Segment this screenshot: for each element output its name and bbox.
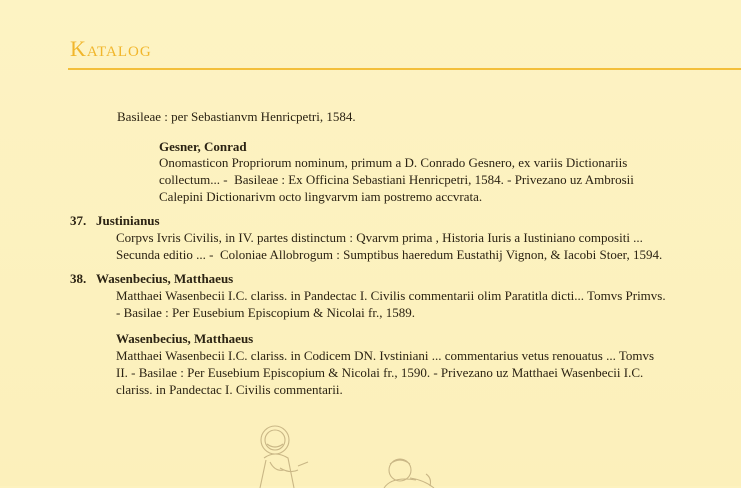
entry-38-line-2: - Basilae : Per Eusebium Episcopium & Nicolai fr., 1589. <box>116 305 415 320</box>
entry-38b-line-1: Matthaei Wasenbecii I.C. clariss. in Codicem DN. Ivstiniani ... commentarius vetus renouatus ... Tomvs <box>116 348 655 363</box>
entry-38-line-1: Matthaei Wasenbecii I.C. clariss. in Pandectac I. Civilis commentarii olim Paratitla dicti... Tomvs Primvs. <box>116 288 666 303</box>
gesner-line-3: Calepini Dictionarivm octo lingvarvm iam postremo accvrata. <box>159 189 483 204</box>
entry-38b-line-3: clariss. in Pandectac I. Civilis commentarii. <box>116 382 343 397</box>
entry-38b-line-2: II. - Basilae : Per Eusebium Episcopium & Nicolai fr., 1590. - Privezano uz Matthaei Wasenbecii I.C. <box>116 365 644 380</box>
entry-38-author: Wasenbecius, Matthaeus <box>96 271 234 286</box>
gesner-line-2: collectum... - Basileae : Ex Officina Sebastiani Henricpetri, 1584. - Privezano uz Ambrosii <box>159 172 634 187</box>
gesner-line-1: Onomasticon Propriorum nominum, primum a D. Conrado Gesnero, ex variis Dictionariis <box>159 155 628 170</box>
engraving-illustration <box>250 418 470 488</box>
entry-38b-author: Wasenbecius, Matthaeus <box>116 331 254 346</box>
entry-37-author: Justinianus <box>96 213 160 228</box>
page-title: Katalog <box>70 36 152 61</box>
gesner-author: Gesner, Conrad <box>159 139 247 154</box>
entry-38-number: 38. <box>70 271 87 286</box>
entry-37-number: 37. <box>70 213 87 228</box>
entry-37-line-1: Corpvs Ivris Civilis, in IV. partes distinctum : Qvarvm prima , Historia Iuris a Iustiniano compositi ... <box>116 230 643 245</box>
header-divider <box>68 68 741 70</box>
continuation-line: Basileae : per Sebastianvm Henricpetri, 1584. <box>117 109 356 124</box>
entry-37-line-2: Secunda editio ... - Coloniae Allobrogum : Sumptibus haeredum Eustathij Vignon, & Iacobi Stoer, 1594. <box>116 247 663 262</box>
